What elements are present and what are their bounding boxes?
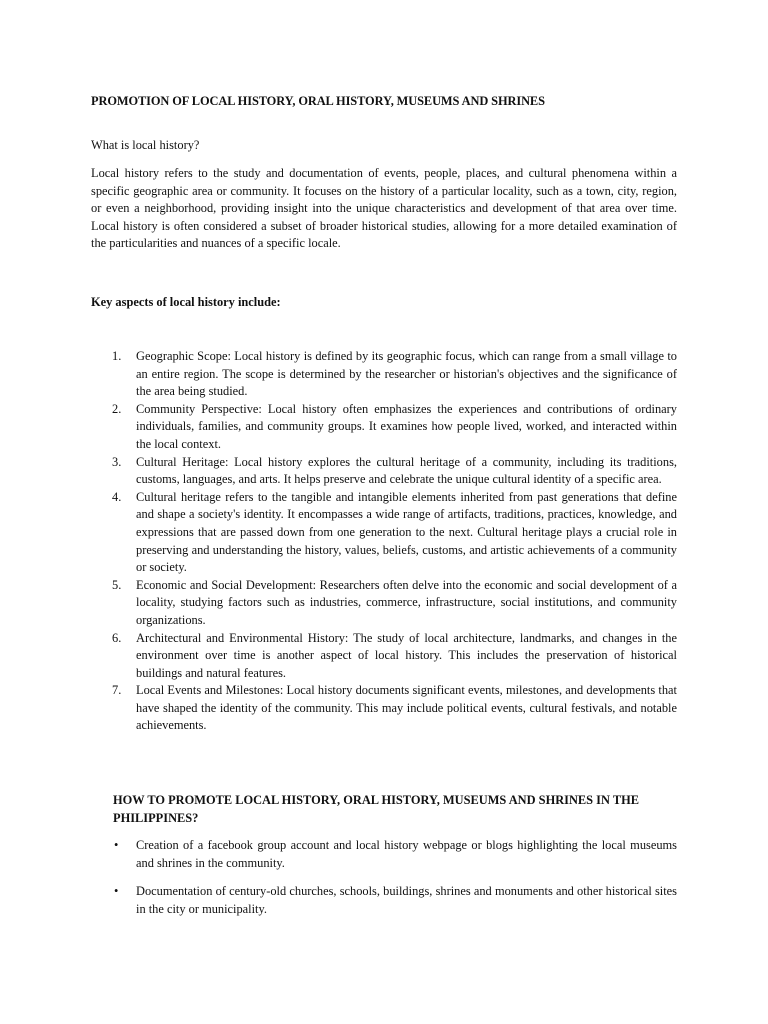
list-item [91, 630, 677, 683]
list-item-number: 3. [112, 454, 122, 469]
list-item-number: 4. [112, 489, 122, 504]
list-item-text: Geographic Scope: Local history is defined by its geographic focus, which can range from a small village to an entire region. The scope is determined by the researcher or historian's objectives and the significance of the area being studied. [136, 349, 677, 399]
list-item [91, 401, 677, 454]
list-item-text: Community Perspective: Local history often emphasizes the experiences and contributions of ordinary individuals, families, and community groups. It examines how people lived, worked, and interacted within the local context. [136, 401, 677, 451]
list-item [91, 837, 677, 872]
list-item-number: 5. [112, 577, 122, 592]
section-question: What is local history? [91, 138, 200, 152]
key-aspects-heading: Key aspects of local history include: [91, 295, 281, 309]
list-item [91, 489, 677, 577]
list-item-text: Cultural Heritage: Local history explores the cultural heritage of a community, including its traditions, customs, languages, and arts. It helps preserve and celebrate the unique cultural identity of a specific area. [136, 454, 677, 487]
list-item-text: Architectural and Environmental History: The study of local architecture, landmarks, and changes in the environment over time is another aspect of local history. This includes the preservation of historical buildings and natural features. [136, 630, 677, 680]
list-item-number: 2. [112, 401, 122, 416]
list-item-text: Documentation of century-old churches, schools, buildings, shrines and monuments and other historical sites in the city or municipality. [136, 884, 677, 916]
intro-paragraph: Local history refers to the study and documentation of events, people, places, and cultural phenomena within a specific geographic area or community. It focuses on the history of a particular locality, such as a town, city, region, or even a neighborhood, providing insight into the unique characteristics and development of that area over time. Local history is often considered a subset of broader historical studies, allowing for a more detailed examination of the particularities and nuances of a specific locale. [91, 166, 677, 251]
document-title: PROMOTION OF LOCAL HISTORY, ORAL HISTORY, MUSEUMS AND SHRINES [91, 94, 545, 108]
list-item [91, 682, 677, 735]
list-item-text: Creation of a facebook group account and local history webpage or blogs highlighting the local museums and shrines in the community. [136, 838, 677, 870]
bullet-icon: • [114, 838, 119, 852]
list-item [91, 348, 677, 401]
list-item [91, 883, 677, 918]
list-item-text: Local Events and Milestones: Local history documents significant events, milestones, and developments that have shaped the identity of the community. This may include political events, cultural festivals, and notable achievements. [136, 683, 677, 733]
key-aspects-list [91, 348, 677, 735]
promotion-bullet-list [91, 837, 677, 929]
list-item-text: Cultural heritage refers to the tangible and intangible elements inherited from past generations that define and shape a society's identity. It encompasses a wide range of artifacts, traditions, practices, knowledge, and expressions that are passed down from one generation to the next. Cultural heritage plays a crucial role in preserving and understanding the history, values, beliefs, customs, and artistic achievements of a community or society. [136, 489, 677, 575]
how-to-promote-heading: HOW TO PROMOTE LOCAL HISTORY, ORAL HISTORY, MUSEUMS AND SHRINES IN THE PHILIPPINES? [113, 793, 639, 825]
list-item-number: 1. [112, 349, 122, 363]
list-item-text: Economic and Social Development: Researchers often delve into the economic and social development of a locality, studying factors such as industries, commerce, infrastructure, social institutions, and community organizations. [136, 577, 677, 627]
list-item [91, 454, 677, 489]
list-item-number: 6. [112, 630, 122, 645]
list-item-number: 7. [112, 683, 122, 698]
bullet-icon: • [114, 884, 119, 899]
list-item [91, 577, 677, 630]
